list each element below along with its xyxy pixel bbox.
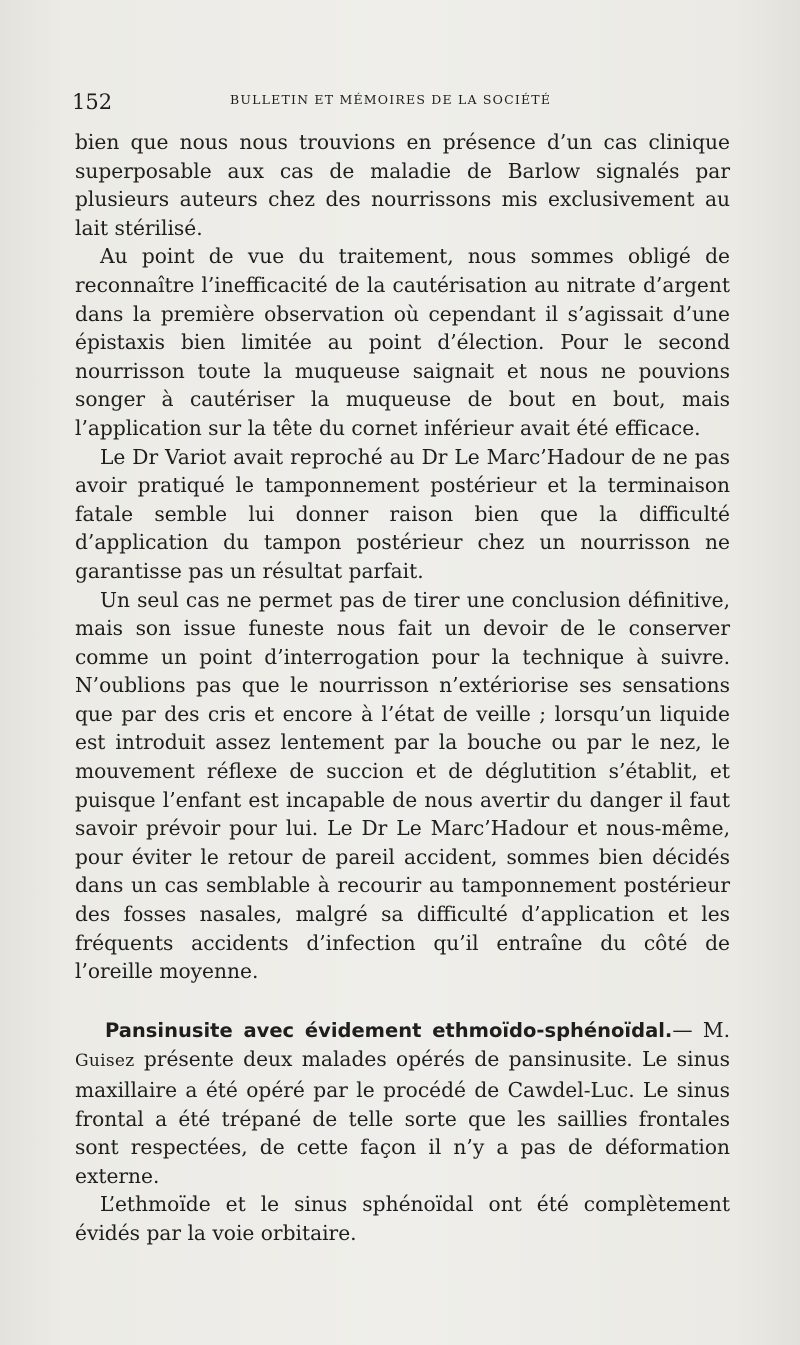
paragraph-3: Le Dr Variot avait reproché au Dr Le Marc’Hadour de ne pas avoir pratiqué le tamponnement postérieur et la terminaison fatale semble lui donner raison bien que la difficulté d’application du tampon postérieur chez un nourrisson ne garantisse pas un résultat parfait. [75,444,730,583]
section-intro-text: présente deux malades opérés de pansinusite. Le sinus maxillaire a été opéré par le procédé de Cawdel-Luc. Le sinus frontal a été trépané de telle sorte que les saillies frontales sont respectées, de cette façon il n’y a pas de déformation externe. [75,1047,730,1188]
page-number: 152 [72,90,113,114]
section-paragraph-1: L’ethmoïde et le sinus sphénoïdal ont été complètement évidés par la voie orbitaire. [75,1192,730,1245]
running-head: BULLETIN ET MÉMOIRES DE LA SOCIÉTÉ [230,92,552,107]
section-heading: Pansinusite avec évidement ethmoïdo-sphénoïdal. [105,1018,673,1042]
paragraph-2: Au point de vue du traitement, nous sommes obligé de reconnaître l’inefficacité de la cautérisation au nitrate d’argent dans la première observation où cependant il s’agissait d’une épistaxis bien limitée au point d’élection. Pour le second nourrisson toute la muqueuse saignait et nous ne pouvions songer à cautériser la muqueuse de bout en bout, mais l’application sur la tête du cornet inférieur avait été efficace. [75,244,730,440]
paragraph-1: bien que nous nous trouvions en présence d’un cas clinique superposable aux cas de maladie de Barlow signalés par plusieurs auteurs chez des nourrissons mis exclusivement au lait stérilisé. [75,130,730,240]
paragraph-4: Un seul cas ne permet pas de tirer une conclusion définitive, mais son issue funeste nous fait un devoir de le conserver comme un point d’interrogation pour la technique à suivre. N’oublions pas que le nourrisson n’extériorise ses sensations que par des cris et encore à l’état de veille ; lorsqu’un liquide est introduit assez lentement par la bouche ou par le nez, le mouvement réflexe de succion et de déglutition s’établit, et puisque l’enfant est incapable de nous avertir du danger il faut savoir prévoir pour lui. Le Dr Le Marc’Hadour et nous-même, pour éviter le retour de pareil accident, sommes bien décidés dans un cas semblable à recourir au tamponnement postérieur des fosses nasales, malgré sa difficulté d’application et les fréquents accidents d’infection qu’il entraîne du côté de l’oreille moyenne. [75,587,730,984]
page-header [72,84,730,114]
body-text [75,128,730,1248]
section-author: Guisez [75,1051,135,1072]
section-intro-paragraph [75,1016,730,1191]
section-dash: — M. [672,1017,730,1042]
